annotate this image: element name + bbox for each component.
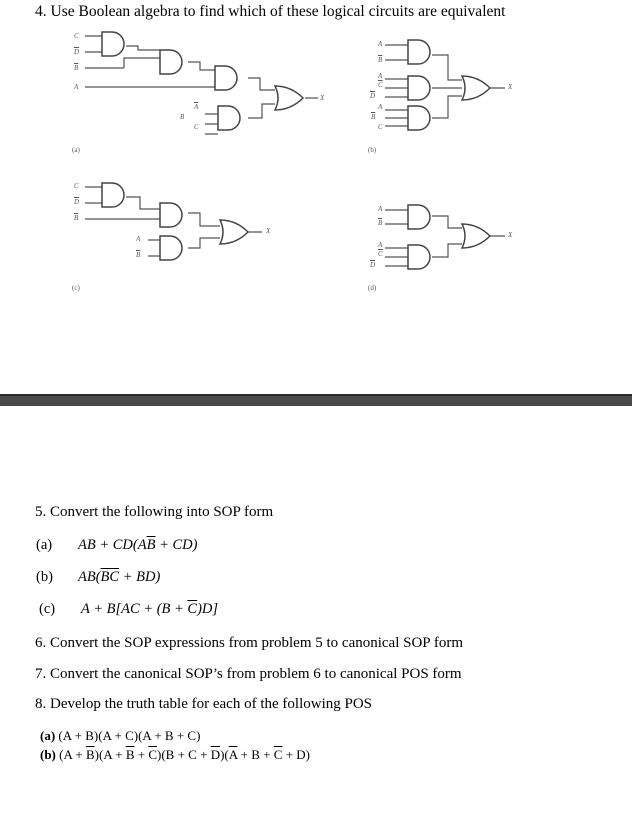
caption-a: (a) <box>72 146 80 154</box>
caption-b: (b) <box>368 146 377 154</box>
or-gate <box>275 86 303 110</box>
and-gate <box>102 32 124 56</box>
question-8: 8. Develop the truth table for each of the following POS <box>35 696 373 712</box>
input-label: C <box>378 123 383 131</box>
input-label: $\overline{D}$ <box>370 261 376 269</box>
q5-item-a <box>36 537 596 557</box>
circuit-d <box>385 205 505 269</box>
and-gate <box>218 106 240 130</box>
q8-item-expression: (A + B)(A + C)(A + B + C) <box>58 728 201 743</box>
input-label: A <box>378 103 383 111</box>
input-label: $\overline{D}$ <box>370 92 376 100</box>
and-gate <box>408 106 430 130</box>
q5-item-b <box>36 569 596 589</box>
q5-item-tag: (a) <box>36 537 53 553</box>
input-label: $\overline{C}$ <box>378 250 383 258</box>
and-gate <box>160 236 182 260</box>
input-label: $\overline{D}$ <box>74 48 80 56</box>
input-label: A <box>74 83 79 91</box>
input-label: $\overline{B}$ <box>74 64 79 72</box>
input-label: $\overline{A}$ <box>194 103 199 111</box>
input-label: $\overline{C}$ <box>378 81 383 89</box>
circuit-c <box>85 183 262 260</box>
input-label: C <box>74 32 79 40</box>
and-gate <box>408 205 430 229</box>
page-divider <box>0 394 632 406</box>
q5-item-c <box>39 601 599 621</box>
input-label: A <box>378 241 383 249</box>
or-gate <box>220 220 248 244</box>
or-gate <box>462 76 490 100</box>
q5-item-expression: $AB(\overline{BC} + BD)$ <box>78 569 161 585</box>
q8-item-tag: (a) <box>40 728 56 743</box>
and-gate <box>408 76 430 100</box>
caption-c: (c) <box>72 284 80 292</box>
question-4: 4. Use Boolean algebra to find which of these logical circuits are equivalent <box>35 3 506 20</box>
question-5: 5. Convert the following into SOP form <box>35 504 274 520</box>
input-label: $\overline{B}$ <box>74 214 79 222</box>
and-gate <box>408 40 430 64</box>
question-6: 6. Convert the SOP expressions from problem 5 to canonical SOP form <box>35 635 463 651</box>
input-label: A <box>136 235 141 243</box>
input-label: $\overline{B}$ <box>136 251 141 259</box>
input-label: A <box>378 40 383 48</box>
and-gate <box>102 183 124 207</box>
and-gate <box>215 66 237 90</box>
q5-item-tag: (b) <box>36 569 53 585</box>
input-label: $\overline{D}$ <box>74 198 80 206</box>
circuit-a <box>85 32 318 134</box>
circuit-b <box>385 40 505 130</box>
and-gate <box>160 203 182 227</box>
and-gate <box>160 50 182 74</box>
q5-item-tag: (c) <box>39 601 56 617</box>
q5-item-expression: $A + B[AC + (B + \overline{C})D]$ <box>81 601 219 617</box>
or-gate <box>462 224 490 248</box>
input-label: $\overline{B}$ <box>378 56 383 64</box>
input-label: C <box>74 182 79 190</box>
output-label: X <box>508 231 513 239</box>
caption-d: (d) <box>368 284 377 292</box>
q8-item-expression: $(A + \overline{B})(A + \overline{B} + \overline{C})(B + C + \overline{D})(\overline{A} + B + \overline{C} + D)$ <box>59 747 310 762</box>
input-label: A <box>378 205 383 213</box>
q5-item-expression: AB + $CD(A\overline{B} + CD)$ <box>78 537 198 553</box>
q8-item-a <box>40 728 200 744</box>
input-label: B <box>180 113 185 121</box>
and-gate <box>408 245 430 269</box>
logic-circuits-figure <box>0 0 632 300</box>
question-7: 7. Convert the canonical SOP’s from problem 6 to canonical POS form <box>35 666 462 682</box>
input-label: $\overline{B}$ <box>378 219 383 227</box>
output-label: X <box>266 227 271 235</box>
output-label: X <box>320 94 325 102</box>
input-label: $\overline{B}$ <box>371 113 376 121</box>
input-label: A <box>378 72 383 80</box>
q8-item-b <box>40 747 310 763</box>
output-label: X <box>508 83 513 91</box>
input-label: C <box>194 123 199 131</box>
q8-item-tag: (b) <box>40 747 56 762</box>
